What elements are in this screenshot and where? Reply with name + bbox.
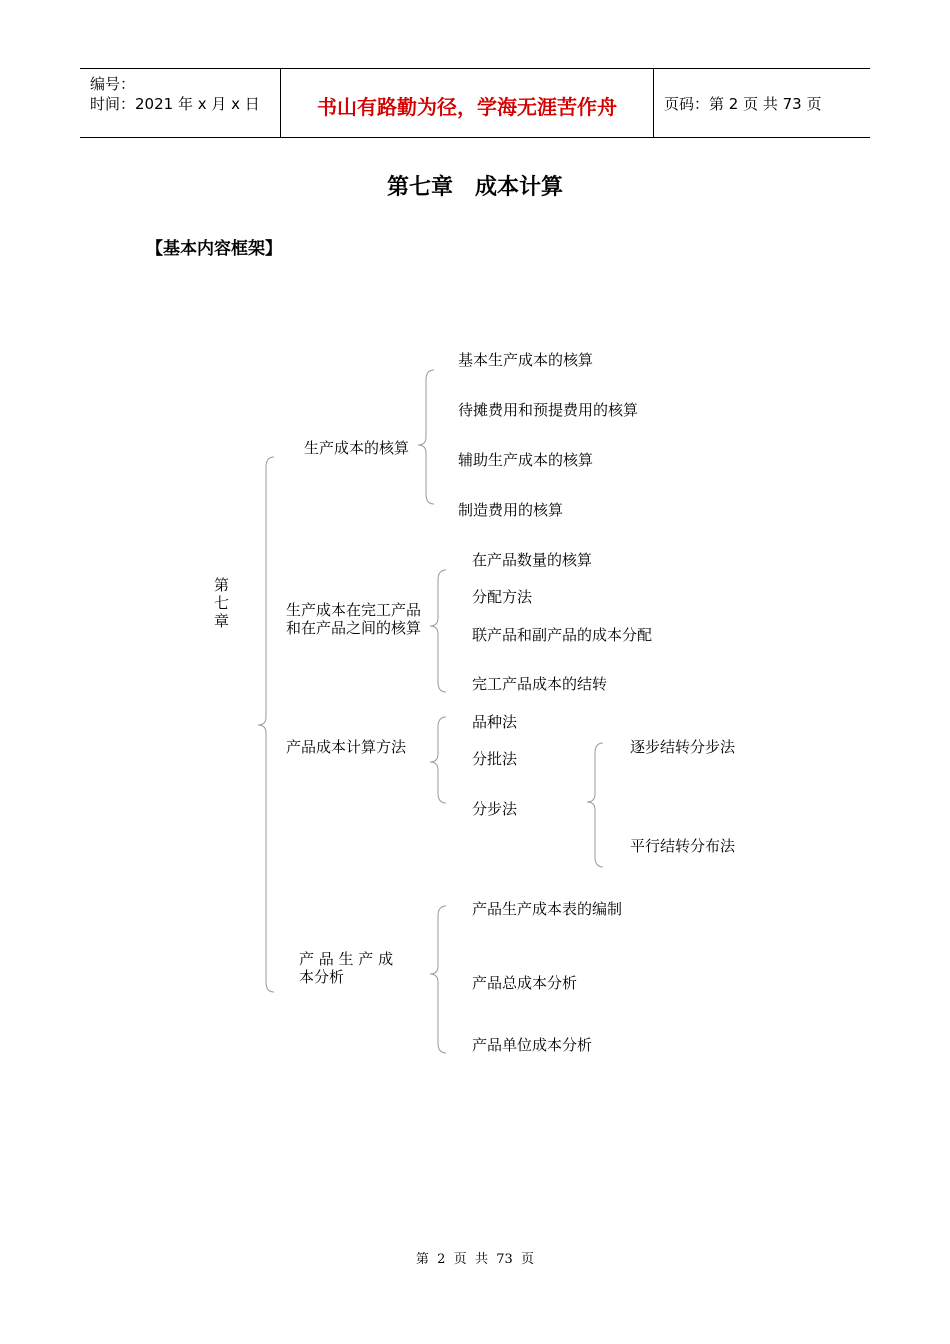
page-code: 页码：第 2 页 共 73 页 [664, 95, 822, 113]
branch-3-brace [430, 717, 446, 803]
sub-item: 逐步结转分步法 [630, 738, 736, 756]
document-date: 时间：2021 年 x 月 x 日 [90, 95, 260, 113]
branch-2-item: 分配方法 [472, 588, 533, 606]
sub-item: 平行结转分布法 [630, 837, 736, 855]
branch-2-brace [430, 570, 446, 692]
branch-1-label: 生产成本的核算 [304, 439, 410, 457]
branch-2-item: 在产品数量的核算 [472, 551, 593, 569]
section-title: 【基本内容框架】 [146, 239, 282, 259]
sub-brace [587, 743, 603, 867]
branch-3-item: 分步法 [472, 800, 518, 818]
branch-2-item: 完工产品成本的结转 [472, 675, 608, 693]
branch-1-brace [418, 370, 434, 504]
branch-4-label: 产 品 生 产 成 本分析 [299, 950, 394, 986]
branch-2-item: 联产品和副产品的成本分配 [472, 626, 653, 644]
branch-3-item: 分批法 [472, 750, 518, 768]
chapter-title: 第七章 成本计算 [386, 175, 563, 200]
page-footer: 第 2 页 共 73 页 [415, 1252, 535, 1267]
branch-4-item: 产品总成本分析 [472, 974, 578, 992]
branch-2-label: 生产成本在完工产品和在产品之间的核算 [286, 601, 422, 637]
branch-4-item: 产品单位成本分析 [472, 1036, 593, 1054]
branch-4-brace [430, 906, 446, 1053]
branch-3-item: 品种法 [472, 713, 518, 731]
branch-4-item: 产品生产成本表的编制 [472, 900, 623, 918]
branch-1-item: 待摊费用和预提费用的核算 [458, 401, 639, 419]
root-brace [258, 457, 274, 992]
motto-text: 书山有路勤为径，学海无涯苦作舟 [317, 95, 617, 119]
branch-1-item: 辅助生产成本的核算 [458, 451, 594, 469]
branch-1-item: 基本生产成本的核算 [458, 351, 594, 369]
branch-3-label: 产品成本计算方法 [286, 738, 407, 756]
tree-root: 第 七 章 [214, 576, 236, 630]
branch-1-item: 制造费用的核算 [458, 501, 564, 519]
document-code-label: 编号： [90, 75, 136, 93]
